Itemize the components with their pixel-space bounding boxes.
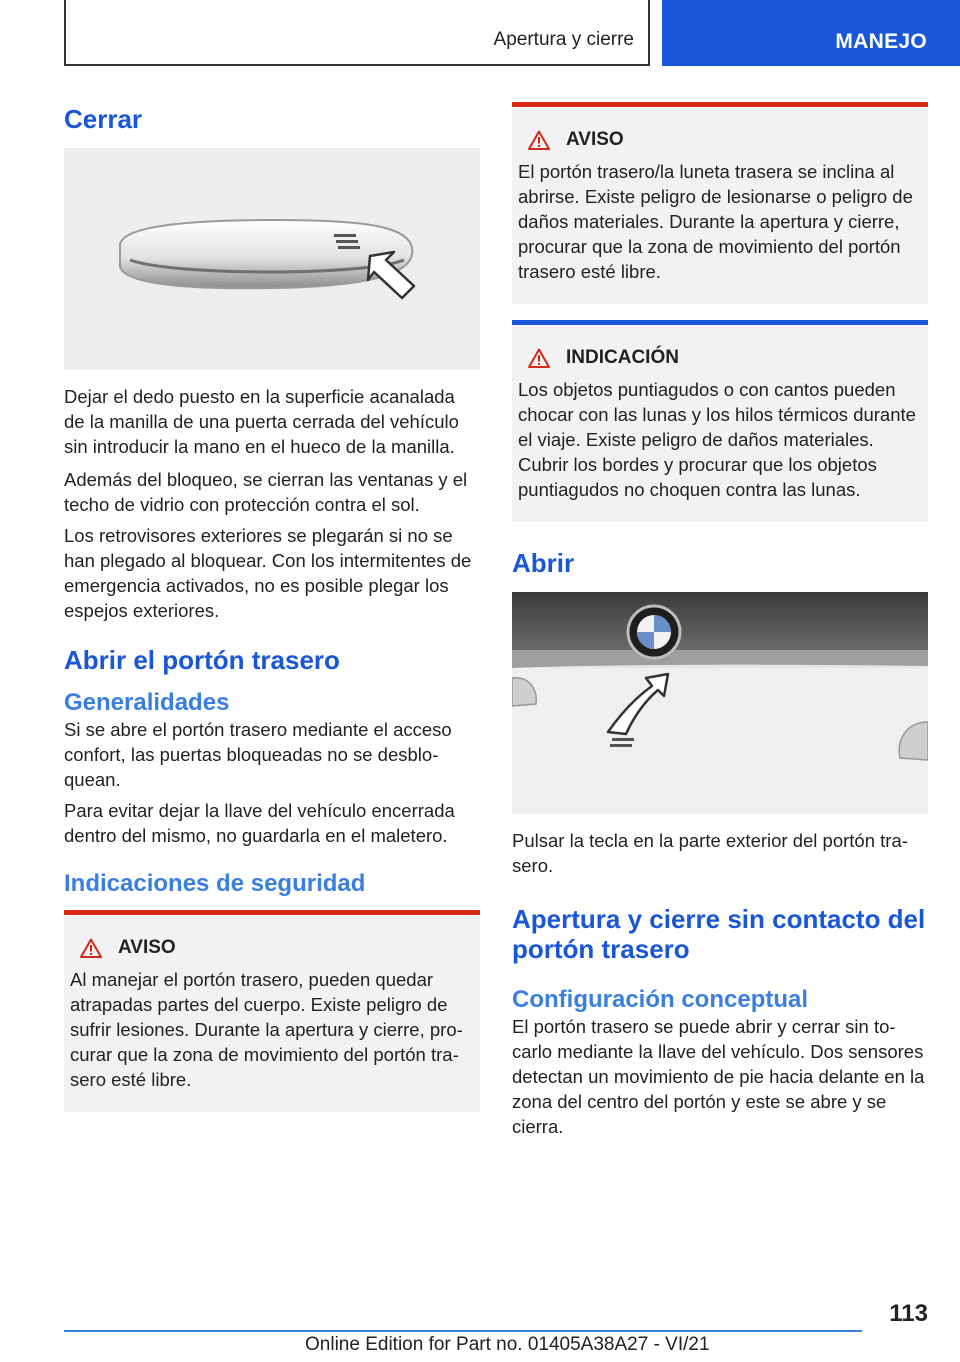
generalidades-paragraph-1: Si se abre el portón trasero mediante el acceso confort, las puertas bloqueadas no se desbloquean. [64, 719, 452, 790]
warning-triangle-icon [528, 348, 550, 368]
abrir-heading: Abrir [512, 548, 575, 578]
cerrar-paragraph-1: Dejar el dedo puesto en la superficie acanalada de la manilla de una puerta cerrada del vehículo sin introducir la mano en el hueco de la manilla. [64, 386, 459, 457]
seguridad-heading: Indicaciones de seguridad [64, 870, 366, 897]
page-number: 113 [889, 1300, 928, 1327]
aviso-notice-right [512, 102, 928, 304]
chapter-tab [662, 0, 960, 66]
edition-line: Online Edition for Part no. 01405A38A27 - VI/21 [305, 1334, 710, 1355]
aviso-notice-left [64, 910, 480, 1112]
tailgate-button-figure [512, 592, 928, 814]
sin-contacto-heading: Apertura y cierre sin contacto del portón trasero [512, 904, 926, 964]
footer-rule [64, 1330, 862, 1332]
aviso-text: Al manejar el portón trasero, pueden quedar atrapadas partes del cuerpo. Existe peligro de sufrir lesiones. Durante la apertura y cierre, procurar que la zona de movimiento del portón trasero esté libre. [70, 969, 463, 1090]
aviso-title: AVISO [566, 129, 624, 150]
config-heading: Configuración conceptual [512, 986, 809, 1013]
aviso-notice-head [80, 935, 474, 961]
cerrar-paragraph-2: Además del bloqueo, se cierran las ventanas y el techo de vidrio con protección contra el sol. [64, 469, 468, 515]
cerrar-heading: Cerrar [64, 104, 143, 134]
config-paragraph-1: El portón trasero se puede abrir y cerrar sin tocarlo mediante la llave del vehículo. Dos sensores detectan un movimiento de pie hacia delante en la zona del centro del portón y este se abre y se cierra. [512, 1016, 925, 1137]
aviso-notice-head [528, 127, 922, 153]
section-title: Apertura y cierre [493, 29, 634, 50]
indicacion-notice [512, 320, 928, 522]
left-column [64, 100, 480, 1112]
aviso-text: El portón trasero/la luneta trasera se inclina al abrirse. Existe peligro de lesionarse o peligro de daños materiales. Durante la apertura y cierre, procurar que la zona de movimiento del portón trasero esté libre. [518, 161, 913, 282]
right-column [512, 100, 928, 1139]
aviso-title: AVISO [118, 937, 176, 958]
generalidades-paragraph-2: Para evitar dejar la llave del vehículo encerrada dentro del mismo, no guardarla en el maletero. [64, 800, 455, 846]
running-header [64, 0, 650, 66]
warning-triangle-icon [80, 938, 102, 958]
warning-triangle-icon [528, 130, 550, 150]
indicacion-text: Los objetos puntiagudos o con cantos pueden chocar con las lunas y los hilos térmicos durante el viaje. Existe peligro de daños materiales. Cubrir los bordes y procurar que los objetos puntiagudos no choquen contra las lunas. [518, 379, 916, 500]
cerrar-paragraph-3: Los retrovisores exteriores se plegarán si no se han plegado al bloquear. Con los intermitentes de emergencia activados, no es posible plegar los espejos exteriores. [64, 525, 472, 621]
door-handle-figure [64, 148, 480, 370]
indicacion-title: INDICACIÓN [566, 347, 679, 368]
abrir-paragraph-1: Pulsar la tecla en la parte exterior del portón trasero. [512, 830, 908, 876]
abrir-porton-heading: Abrir el portón trasero [64, 645, 340, 675]
chapter-title: MANEJO [835, 30, 927, 53]
generalidades-heading: Generalidades [64, 689, 230, 716]
indicacion-notice-head [528, 345, 922, 371]
